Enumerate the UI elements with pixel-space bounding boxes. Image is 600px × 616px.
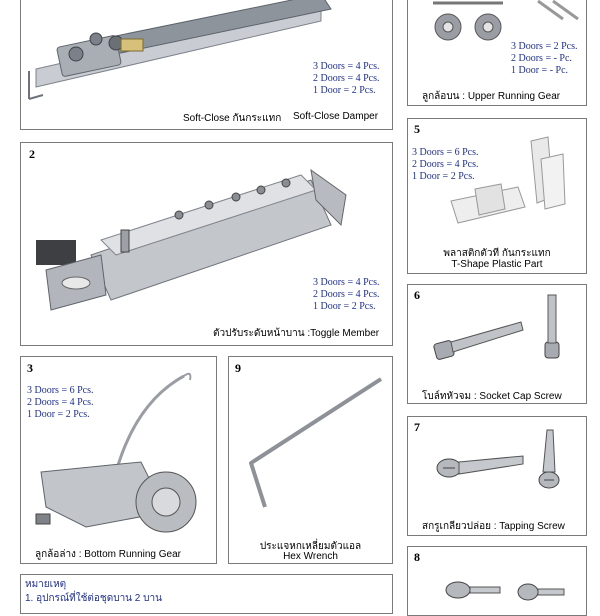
bottom-gear-caption: ลูกล้อล่าง : Bottom Running Gear (35, 549, 181, 560)
qty-line: 2 Doors = 4 Pcs. (412, 159, 479, 170)
notes-title: หมายเหตุ (25, 579, 67, 590)
qty-line: 1 Door = 2 Pcs. (313, 85, 376, 96)
hex-caption-en: Hex Wrench (283, 551, 338, 562)
panel-toggle-member (20, 142, 393, 346)
panel-number: 9 (235, 361, 241, 375)
panel-hex-wrench (228, 356, 393, 564)
panel-soft-close (20, 0, 393, 130)
panel-eight (407, 546, 587, 616)
socket-cap-screw-image (413, 290, 583, 370)
upper-gear-qty (511, 41, 577, 77)
qty-line: 1 Door = 2 Pcs. (27, 409, 90, 420)
hex-wrench-image (229, 357, 389, 517)
panel-bottom-gear (20, 356, 217, 564)
notes-box (20, 574, 393, 614)
qty-line: 2 Doors = 4 Pcs. (27, 397, 94, 408)
qty-line: 1 Door = - Pc. (511, 65, 569, 76)
panel-number: 7 (414, 420, 420, 434)
tapping-caption: สกรูเกลียวปล่อย : Tapping Screw (422, 521, 565, 532)
tshape-caption-th: พลาสติกตัวที กันกระแทก (443, 248, 551, 259)
tapping-screw-image (413, 422, 583, 502)
tshape-caption-en: T-Shape Plastic Part (451, 259, 543, 270)
qty-line: 3 Doors = 2 Pcs. (511, 41, 578, 52)
panel-tapping-screw (407, 416, 587, 536)
tshape-plastic-part-image (413, 129, 583, 239)
panel-tshape (407, 118, 587, 274)
upper-running-gear-image (413, 0, 583, 44)
qty-line: 2 Doors = - Pc. (511, 53, 572, 64)
qty-line: 1 Door = 2 Pcs. (412, 171, 475, 182)
qty-line: 2 Doors = 4 Pcs. (313, 289, 380, 300)
qty-line: 3 Doors = 4 Pcs. (313, 277, 380, 288)
toggle-qty (313, 277, 379, 313)
qty-line: 3 Doors = 6 Pcs. (412, 147, 479, 158)
toggle-caption: ตัวปรับระดับหน้าบาน :Toggle Member (213, 328, 380, 339)
upper-gear-caption: ลูกล้อบน : Upper Running Gear (422, 91, 561, 102)
screw-set-image (413, 562, 583, 602)
panel-number: 3 (27, 361, 33, 375)
tshape-qty (412, 147, 478, 183)
soft-close-qty (313, 61, 379, 97)
notes-line: 1. อุปกรณ์ที่ใช้ต่อชุดบาน 2 บาน (25, 593, 162, 604)
panel-number: 6 (414, 288, 420, 302)
qty-line: 1 Door = 2 Pcs. (313, 301, 376, 312)
panel-number: 2 (29, 147, 35, 161)
panel-upper-gear (407, 0, 587, 106)
qty-line: 3 Doors = 6 Pcs. (27, 385, 94, 396)
bottom-running-gear-image (26, 362, 216, 537)
qty-line: 3 Doors = 4 Pcs. (313, 61, 380, 72)
toggle-member-image (31, 155, 361, 315)
soft-close-caption-en: Soft-Close Damper (293, 111, 379, 122)
socket-caption: โบล์ทหัวจม : Socket Cap Screw (422, 391, 562, 402)
panel-number: 8 (414, 550, 420, 564)
hex-caption-th: ประแจหกเหลี่ยมตัวแอล (259, 541, 362, 552)
qty-line: 2 Doors = 4 Pcs. (313, 73, 380, 84)
soft-close-caption-th: Soft-Close กันกระแทก (183, 113, 282, 124)
panel-number: 5 (414, 122, 420, 136)
panel-socket-cap (407, 284, 587, 404)
